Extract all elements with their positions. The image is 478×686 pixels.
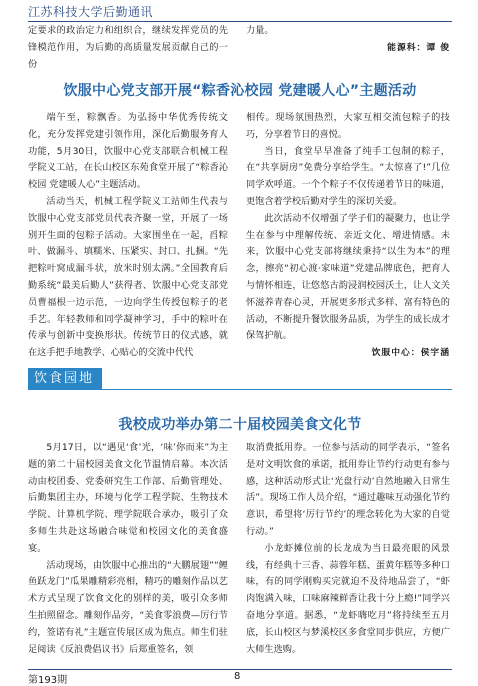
- publication-title: 江苏科技大学后勤通讯: [28, 5, 154, 19]
- article2-right-column: [246, 440, 450, 658]
- page-number: 8: [234, 671, 241, 682]
- article1-left-column: [28, 110, 228, 362]
- article2-paragraph: 取消费抵用券。一位参与活动的同学表示，“签名是对文明饮食的承诺，抵用券让节约行动更有参与感，这种活动形式让‘光盘行动’自然地融入日常生活”。现场工作人员介绍，“通过趣味互动强化节约意识，希望将‘厉行节约’的理念转化为大家的自觉行动。”: [246, 442, 450, 537]
- top-continuation-end: 力量。: [246, 25, 274, 36]
- article1-paragraph: 此次活动不仅增强了学子们的凝聚力，也让学生在参与中理解传统、亲近文化、增进情感。未来，饮服中心党支部将继续秉持“以生为本”的理念，擦亮“初心渡·家味道”党建品牌底色，把育人与情怀相连，让悠悠古韵浸润校园沃土，让人文关怀滋养青春心灵，开展更多形式多样、富有特色的活动，不断提升餐饮服务品质，为学生的成长成才保驾护航。: [246, 212, 450, 342]
- top-section-left-column: [28, 23, 228, 73]
- footer-rule: [28, 669, 452, 670]
- article1-byline: 饮服中心：侯宇涵: [371, 348, 450, 359]
- article1-paragraph: 当日，食堂早早准备了纯手工包制的粽子，在“共享厨房”免费分享给学生。“太惊喜了!”几位同学欢呼道。一个个粽子不仅传递着节日的味道，更饱含着学校后勤对学生的深切关爱。: [246, 145, 450, 207]
- top-section-byline: 能源科：谭 俊: [387, 42, 450, 53]
- issue-number: 第193期: [28, 675, 68, 686]
- header-rule: [28, 21, 452, 22]
- article1-right-column: [246, 110, 450, 362]
- article2-title: 我校成功举办第二十届校园美食文化节: [118, 417, 362, 433]
- article1-title: 饮服中心党支部开展“粽香沁校园 党建暖人心”主题活动: [63, 83, 417, 99]
- article2-left-column: [28, 440, 228, 658]
- article2-paragraph: 5月17日，以“遇见‘食’光，‘味’你而来”为主题的第二十届校园美食文化节温情启幕。本次活动由校团委、党委研究生工作部、后勤管理处、后勤集团主办，环境与化学工程学院、生物技术学院、计算机学院、理学院联合承办，吸引了众多师生共赴这场融合味觉和校园文化的美食盛宴。: [28, 442, 228, 554]
- section-rule: [102, 389, 452, 390]
- top-section-right-column: [246, 23, 450, 57]
- article1-paragraph: 端午至，粽飘香。为弘扬中华优秀传统文化，充分发挥党建引领作用，深化后勤服务育人功能，5月30日，饮服中心党支部联合机械工程学院义工站，在长山校区东苑食堂开展了“粽香沁校园 党建暖人心”主题活动。: [28, 112, 228, 191]
- article2-paragraph: 小龙虾摊位前的长龙成为当日最亮眼的风景线，有经典十三香、蒜蓉年糕、蛋黄年糕等多种口味，有的同学刚购买完就迫不及待地品尝了，“虾肉饱满入味，口味麻辣鲜香让我十分上瘾!”同学兴奋地分享道。据悉，“龙虾嗨吃月”将持续至五月底，长山校区与梦溪校区多食堂同步供应，方便广大师生选购。: [246, 542, 450, 655]
- article1-paragraph: 活动当天，机械工程学院义工站师生代表与饮服中心党支部党员代表齐聚一堂，开展了一场别开生面的包粽子活动。大家围坐在一起，舀粽叶、做漏斗、填糯米、压紧实、封口、扎捆。“先把粽叶窝成漏斗状，放米时别太满。”全国教育后勤系统“最美后勤人”获得者、饮服中心党支部党员曹福根一边示范，一边向学生传授包粽子的老手艺。年轻教师和同学凝神学习，手中的粽叶在传承与创新中变换形状。传统节日的仪式感，就在这手把手地教学、心贴心的交流中代代: [28, 195, 228, 359]
- section-label: 饮食园地: [28, 368, 102, 390]
- top-continuation-paragraph: 定要求的政治定力和组织合，继续发挥党员的先锋模范作用，为后勤的高质量发展贡献自己的一份: [28, 25, 228, 70]
- article2-paragraph: 活动现场，由饮服中心推出的“大鹏展翅”“鲤鱼跃龙门”瓜果雕精彩亮相，精巧的雕刻作品以艺术方式呈现了饮食文化的别样的美，吸引众多师生拍照留念。雕刻作品旁，“美食零浪费—厉行节约，签诺有礼”主题宣传展区成为焦点。师生们驻足阅读《反浪费倡议书》后郑重签名，领: [28, 559, 228, 655]
- article1-paragraph: 相传。现场氛围热烈，大家互相交流包粽子的技巧，分享着节日的喜悦。: [246, 112, 450, 140]
